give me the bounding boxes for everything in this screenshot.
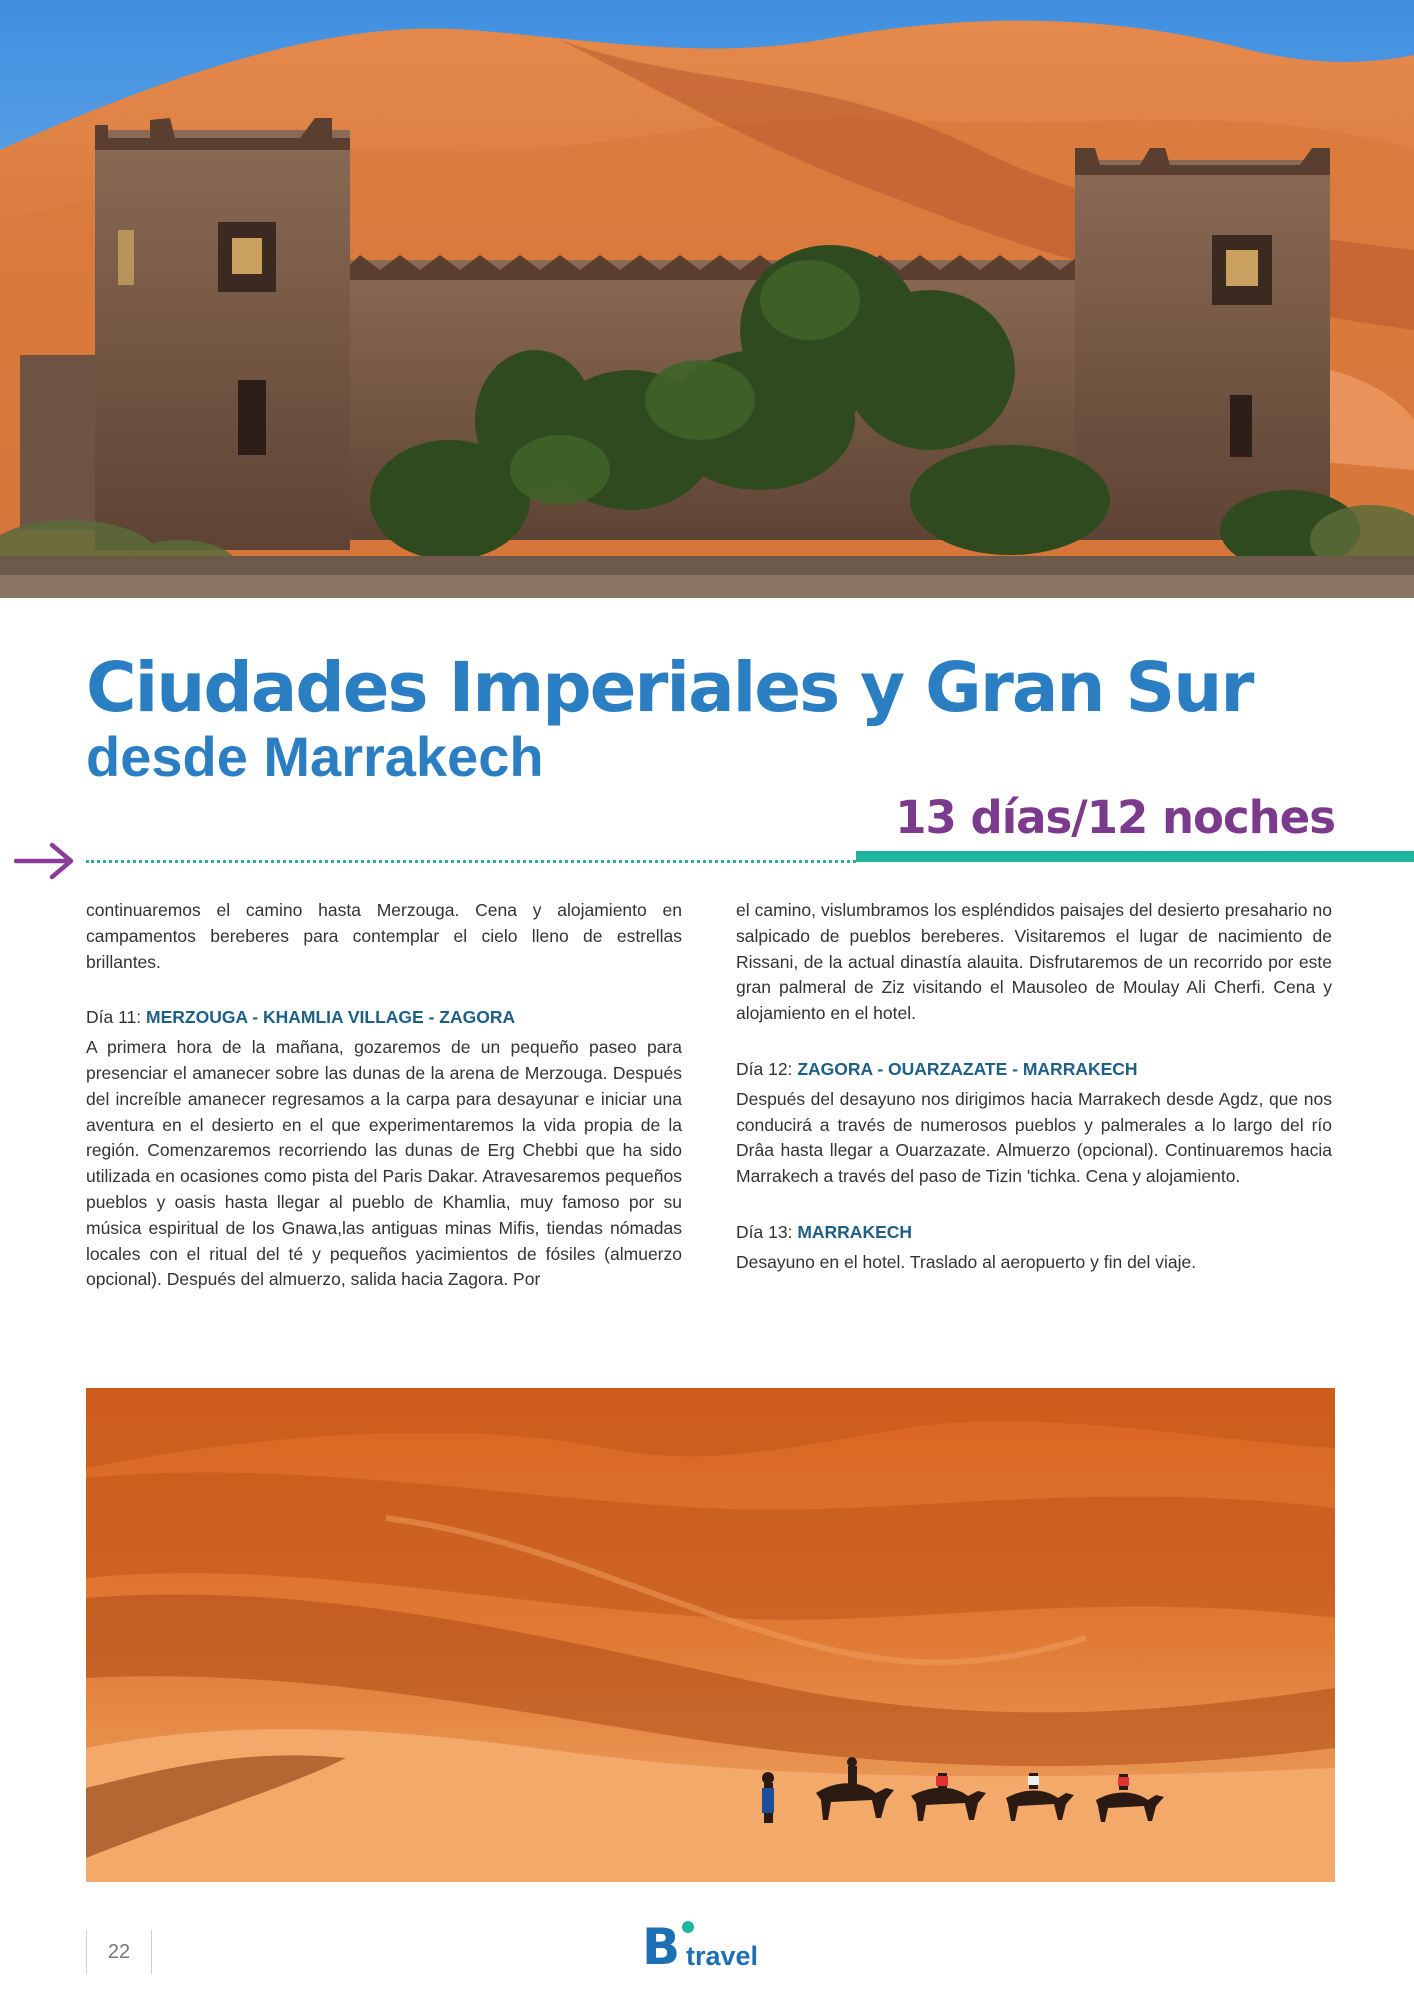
- accent-bar: [856, 851, 1414, 862]
- itinerary-column-right: [736, 898, 1332, 1276]
- day-description: Desayuno en el hotel. Traslado al aeropuerto y fin del viaje.: [736, 1251, 1197, 1272]
- day11-continuation: el camino, vislumbramos los espléndidos paisajes del desierto presahario no salpicado de pueblos bereberes. Visitaremos el lugar de nacimiento de Rissani, de la actual dinastía alauita. Disfrutaremos de un recorrido por este gran palmeral de Ziz visitando el Mausoleo de Moulay Ali Cherfi. Cena y alojamiento en el hotel.: [736, 900, 1332, 1024]
- page-number: 22: [86, 1930, 152, 1974]
- logo-dot-icon: [682, 1921, 694, 1933]
- day-heading: [736, 1057, 1332, 1083]
- day-route: ZAGORA - OUARZAZATE - MARRAKECH: [797, 1058, 1138, 1079]
- logo-mark: B: [642, 1918, 681, 1976]
- day10-continuation: continuaremos el camino hasta Merzouga. Cena y alojamiento en campamentos bereberes para contemplar el cielo lleno de estrellas brillantes.: [86, 900, 682, 972]
- logo-wordmark: travel: [686, 1941, 759, 1971]
- hero-photo-kasbah: [0, 0, 1414, 598]
- dotted-divider: [86, 860, 856, 863]
- day-description: Después del desayuno nos dirigimos hacia Marrakech desde Agdz, que nos conducirá a través de numerosos pueblos y palmerales a lo largo del río Drâa hasta llegar a Ouarzazate. Almuerzo (opcional). Continuaremos hacia Marrakech a través del paso de Tizin 'tichka. Cena y alojamiento.: [736, 1088, 1332, 1187]
- day-route: MARRAKECH: [797, 1221, 913, 1242]
- trip-duration: 13 días/12 noches: [895, 791, 1335, 844]
- itinerary-column-left: [86, 898, 682, 1293]
- btravel-logo: [640, 1917, 780, 1979]
- day-description: A primera hora de la mañana, gozaremos de un pequeño paseo para presenciar el amanecer sobre las dunas de la arena de Merzouga. Después del increíble amanecer regresamos a la carpa para desayunar e iniciar una aventura en el desierto en el que experimentaremos la vida propia de la región. Comenzaremos recorriendo las dunas de Erg Chebbi que ha sido utilizada en ocasiones como pista del Paris Dakar. Atravesaremos pequeños pueblos y oasis hasta llegar al pueblo de Khamlia, muy famoso por su música espiritual de los Gnawa,las antiguas minas Mifis, tiendas nómadas locales con el ritual del té y pequeños yacimientos de fósiles (almuerzo opcional). Después del almuerzo, salida hacia Zagora. Por: [86, 1037, 682, 1290]
- day-label: Día 12:: [736, 1058, 793, 1079]
- day-heading: [736, 1220, 1332, 1246]
- day-route: MERZOUGA - KHAMLIA VILLAGE - ZAGORA: [146, 1007, 516, 1028]
- arrow-right-icon: [14, 841, 76, 881]
- day-heading: [86, 1005, 682, 1031]
- page-subtitle: desde Marrakech: [86, 725, 544, 788]
- day-label: Día 13:: [736, 1221, 793, 1242]
- day-label: Día 11:: [86, 1007, 142, 1028]
- dunes-caravan-photo: [86, 1388, 1335, 1882]
- page-title: Ciudades Imperiales y Gran Sur: [86, 648, 1253, 728]
